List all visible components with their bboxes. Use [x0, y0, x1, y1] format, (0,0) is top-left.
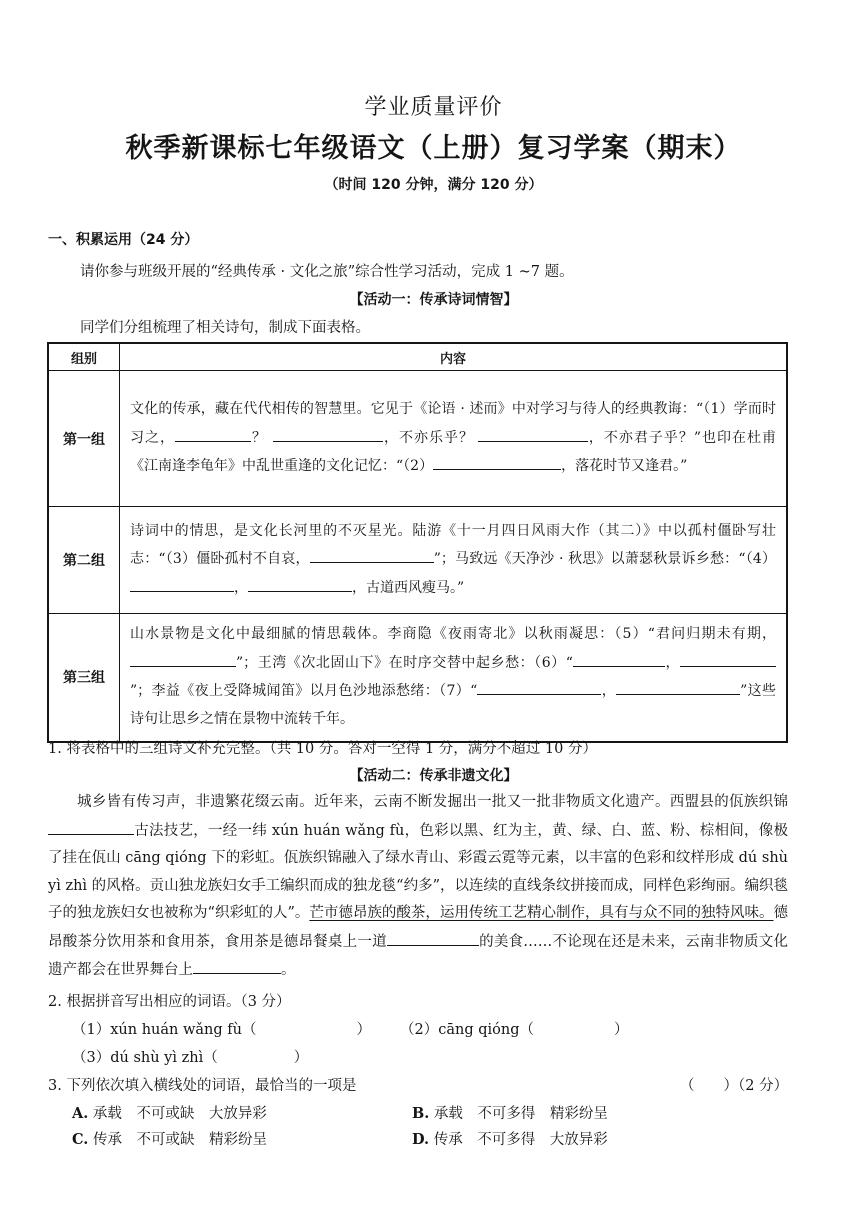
answer-blank[interactable]: [130, 574, 234, 592]
group-content: [120, 614, 788, 742]
row1-text-2: ？: [250, 429, 267, 446]
answer-blank[interactable]: [616, 677, 740, 695]
table-row: [48, 614, 787, 742]
question-3-score: （ ）（2 分）: [680, 1078, 789, 1094]
passage-underlined-sentence: 芒市德昂族的酸茶，运用传统工艺精心制作，具有与众不同的独特风味。: [309, 905, 774, 921]
row3-text-5: ，: [601, 683, 617, 700]
row2-text-4: ，古道西风瘦马。”: [352, 579, 465, 596]
option-text: 传承 不可多得 大放异彩: [433, 1132, 608, 1148]
group-label: 第二组: [48, 507, 120, 614]
answer-blank[interactable]: [248, 574, 352, 592]
answer-blank[interactable]: [680, 649, 776, 667]
passage-text-b: 古法技艺，一经一纬 xún huán wǎng fù，色彩以黑、红为主，黄、绿、白、蓝、粉、棕相间，像极了挂在佤山 cāng qióng 下的彩虹。佤族织锦融入了绿水青山、彩霞云霓等元素，以丰富的色彩和纹样形成 dú shù yì zhì 的风格。贡山独龙族妇女手工编织而成的独龙毯“约多”，以连续的直线条纹拼接而成，同样色彩绚丽。编织毯子的独龙族妇女也被称为“织彩虹的人”。: [48, 822, 788, 921]
option-text: 承载 不可或缺 大放异彩: [92, 1106, 267, 1122]
option-label: B.: [412, 1105, 430, 1122]
q2-item-2-label: （2）cāng qióng（: [400, 1022, 534, 1038]
group-label: 第一组: [48, 371, 120, 507]
question-2-item-2: [400, 1018, 629, 1039]
row2-text-2: ”；马致远《天净沙 · 秋思》以萧瑟秋景诉乡愁：“（4）: [433, 551, 776, 568]
answer-blank[interactable]: [477, 677, 601, 695]
row1-text-4: ，不亦君子乎？”也印在杜甫《江南逢李龟年》中乱世重逢的文化记忆：“（2）: [130, 429, 777, 475]
answer-blank[interactable]: [478, 424, 588, 442]
group-label: 第三组: [48, 614, 120, 742]
answer-blank[interactable]: [48, 817, 134, 835]
table-header-group: 组别: [48, 343, 120, 371]
exam-title: 秋季新课标七年级语文（上册）复习学案（期末）: [125, 133, 742, 164]
row1-text-1: 文化的传承，藏在代代相传的智慧里。它见于《论语 · 述而》中对学习与待人的经典教诲：“（1）学而时习之，: [130, 401, 776, 446]
group-content: [120, 371, 788, 507]
passage-text-e: 。: [281, 962, 296, 978]
table-row: [48, 371, 787, 507]
section-intro: 请你参与班级开展的“经典传承 · 文化之旅”综合性学习活动，完成 1 ~7 题。: [80, 264, 574, 280]
exam-super-title: 学业质量评价: [364, 95, 503, 120]
question-3-stem: 3. 下列依次填入横线处的词语，最恰当的一项是: [48, 1078, 357, 1094]
table-row: [48, 507, 787, 614]
question-2-stem: 2. 根据拼音写出相应的词语。（3 分）: [48, 994, 291, 1010]
q2-item-2-close: ）: [614, 1022, 629, 1038]
option-c[interactable]: [72, 1128, 267, 1149]
table-header-content: 内容: [120, 343, 788, 371]
option-text: 传承 不可或缺 精彩纷呈: [92, 1132, 267, 1148]
answer-blank[interactable]: [130, 649, 236, 667]
question-1: 1. 将表格中的三组诗文补充完整。（共 10 分。答对一空得 1 分，满分不超过 10 分）: [48, 741, 597, 757]
q2-item-1-label: （1）xún huán wǎng fù（: [72, 1022, 257, 1038]
option-text: 承载 不可多得 精彩纷呈: [433, 1106, 608, 1122]
section-title: 一、积累运用（24 分）: [48, 232, 199, 248]
passage-text-c: 德昂酸茶分饮用茶和食用茶，食用茶是德昂餐桌上一道: [48, 905, 788, 950]
row3-text-6: ”这些诗句让思乡之情在景物中流转千年。: [130, 683, 776, 727]
answer-blank[interactable]: [310, 545, 434, 563]
time-note: （时间 120 分钟，满分 120 分）: [324, 177, 543, 193]
row2-text-1: 诗词中的情思，是文化长河里的不灭星光。陆游《十一月四日风雨大作（其二）》中以孤村僵卧写壮志：“（3）僵卧孤村不自哀，: [130, 522, 776, 568]
answer-blank[interactable]: [273, 424, 383, 442]
question-2-item-1: [72, 1018, 371, 1039]
group-content: [120, 507, 788, 614]
q2-item-3-label: （3）dú shù yì zhì（: [72, 1050, 218, 1066]
row3-text-3: ，: [664, 654, 680, 671]
activity1-title: 【活动一：传承诗词情智】: [349, 292, 518, 308]
option-b[interactable]: [412, 1102, 608, 1123]
option-label: A.: [72, 1105, 89, 1122]
question-2-item-3: [72, 1046, 308, 1067]
answer-blank[interactable]: [193, 956, 281, 974]
answer-blank[interactable]: [387, 928, 479, 946]
activity1-lead: 同学们分组梳理了相关诗句，制成下面表格。: [80, 320, 370, 336]
row1-text-5: ，落花时节又逢君。”: [561, 458, 688, 475]
row2-text-3: ，: [234, 579, 248, 596]
table-header-row: [48, 343, 787, 371]
poetry-table: [47, 342, 788, 743]
row3-text-2: ”；王湾《次北固山下》在时序交替中起乡愁：（6）“: [236, 654, 573, 671]
activity2-title: 【活动二：传承非遗文化】: [349, 768, 518, 784]
q2-item-3-close: ）: [293, 1050, 309, 1066]
q2-item-1-close: ）: [356, 1022, 371, 1038]
option-d[interactable]: [412, 1128, 608, 1149]
passage-text-d: 的美食……不论现在还是未来，云南非物质文化遗产都会在世界舞台上: [48, 933, 789, 978]
passage-text-a: 城乡皆有传习声，非遗繁花缀云南。近年来，云南不断发掘出一批又一批非物质文化遗产。西盟县的佤族织锦: [77, 794, 788, 810]
option-a[interactable]: [72, 1102, 267, 1123]
answer-blank[interactable]: [573, 649, 665, 667]
row3-text-1: 山水景物是文化中最细腻的情思载体。李商隐《夜雨寄北》以秋雨凝思：（5）“君问归期未有期，: [130, 626, 776, 643]
row1-text-3: ，不亦乐乎？: [382, 429, 474, 446]
option-label: C.: [72, 1131, 89, 1148]
answer-blank[interactable]: [433, 452, 561, 470]
heritage-passage: [48, 789, 788, 985]
option-label: D.: [412, 1131, 430, 1148]
row3-text-4: ”；李益《夜上受降城闻笛》以月色沙地添愁绪：（7）“: [130, 683, 478, 700]
answer-blank[interactable]: [175, 424, 251, 442]
